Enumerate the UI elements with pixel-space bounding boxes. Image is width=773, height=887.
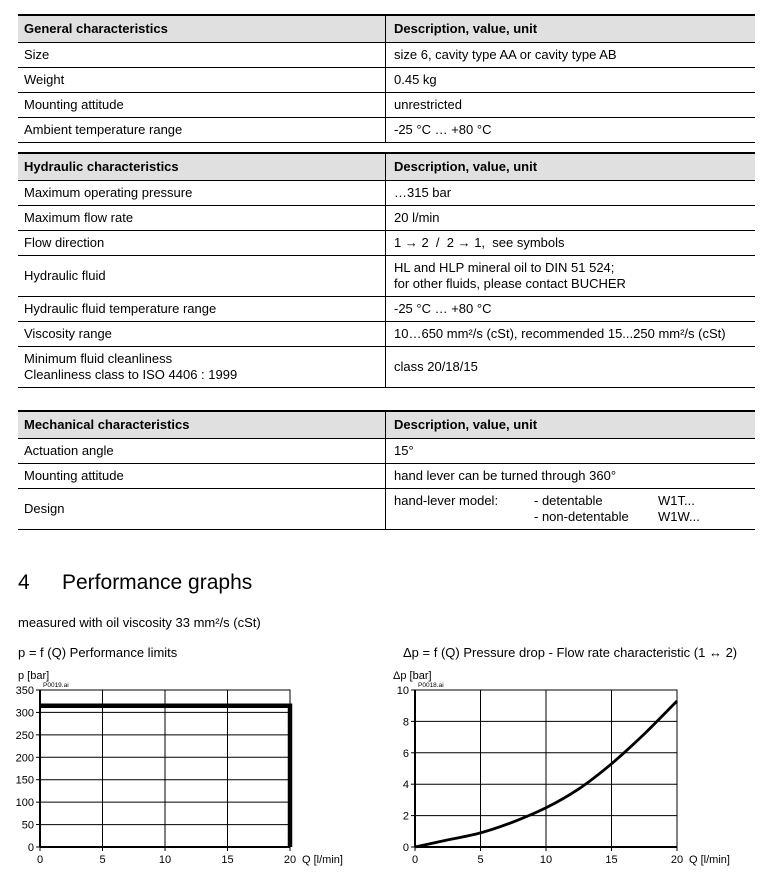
text-line: Viscosity range <box>24 326 112 341</box>
row-value <box>385 256 755 296</box>
performance-limits-chart-title: p = f (Q) Performance limits <box>18 645 178 660</box>
y-tick-label: 100 <box>15 797 34 810</box>
x-tick-label: 5 <box>99 854 106 866</box>
row-value <box>385 297 755 321</box>
table-row <box>18 231 755 256</box>
row-label <box>18 93 385 117</box>
y-tick-label: 150 <box>15 774 34 787</box>
plot-file-label: P0019.ai <box>43 682 69 689</box>
pressure-drop-chart-title: Δp = f (Q) Pressure drop - Flow rate characteristic (1 ↔ 2) <box>403 645 738 660</box>
y-tick-label: 10 <box>396 685 409 697</box>
x-tick-label: 5 <box>477 854 484 866</box>
table-header-row <box>18 412 755 439</box>
text-line: HL and HLP mineral oil to DIN 51 524; <box>394 260 615 275</box>
table-header-row <box>18 16 755 43</box>
table-row <box>18 322 755 347</box>
section-number: 4 <box>18 571 30 594</box>
y-tick-label: 4 <box>402 779 409 792</box>
text-line: Mounting attitude <box>24 97 124 112</box>
table-header-row <box>18 154 755 181</box>
mechanical-characteristics-table <box>18 410 755 530</box>
text-line: Mechanical characteristics <box>24 417 190 432</box>
value-grid-row <box>394 493 755 509</box>
text-line: Ambient temperature range <box>24 122 183 137</box>
text-line: hand lever can be turned through 360° <box>394 468 617 483</box>
value-grid-cell: W1T... <box>658 493 695 508</box>
plot-file-label: P0018.ai <box>418 682 444 689</box>
text-line: General characteristics <box>24 21 168 36</box>
x-axis-label: Q [l/min] <box>302 854 343 866</box>
text-line: Actuation angle <box>24 443 114 458</box>
table-row <box>18 489 755 530</box>
x-tick-label: 15 <box>221 854 234 866</box>
table-header-value <box>385 154 755 180</box>
row-label <box>18 347 385 387</box>
performance-limits-chart <box>10 663 350 878</box>
table-header-label <box>18 154 385 180</box>
row-value <box>385 43 755 67</box>
text-line: size 6, cavity type AA or cavity type AB <box>394 47 617 62</box>
x-tick-label: 0 <box>36 854 44 866</box>
text-line: Weight <box>24 72 65 87</box>
text-line: 20 l/min <box>394 210 440 225</box>
pressure-drop-chart <box>390 663 773 878</box>
table-header-value <box>385 16 755 42</box>
y-axis-label: Δp [bar] <box>393 670 432 682</box>
row-label <box>18 118 385 142</box>
x-tick-label: 20 <box>670 854 684 866</box>
table-header-value <box>385 412 755 438</box>
text-line: Minimum fluid cleanliness <box>24 351 173 366</box>
text-line: Description, value, unit <box>394 159 538 174</box>
y-tick-label: 350 <box>15 685 34 697</box>
text-line: -25 °C … +80 °C <box>394 122 492 137</box>
row-value <box>385 93 755 117</box>
value-grid-cell: hand-lever model: <box>394 493 499 508</box>
text-line: -25 °C … +80 °C <box>394 301 492 316</box>
x-tick-label: 10 <box>158 854 172 866</box>
table-row <box>18 93 755 118</box>
text-line: …315 bar <box>394 185 452 200</box>
row-label <box>18 297 385 321</box>
general-characteristics-table <box>18 14 755 143</box>
row-label <box>18 43 385 67</box>
text-line: 0.45 kg <box>394 72 437 87</box>
text-line: class 20/18/15 <box>394 359 478 374</box>
text-line: Mounting attitude <box>24 468 124 483</box>
y-tick-label: 8 <box>402 716 409 729</box>
section-title: Performance graphs <box>62 571 253 594</box>
text-line: Size <box>24 47 50 62</box>
row-label <box>18 322 385 346</box>
text-line: Design <box>24 501 65 516</box>
text-line: Hydraulic characteristics <box>24 159 179 174</box>
value-grid-row <box>394 509 755 525</box>
table-row <box>18 43 755 68</box>
x-tick-label: 10 <box>539 854 553 866</box>
y-tick-label: 300 <box>15 707 34 720</box>
row-label <box>18 68 385 92</box>
row-value <box>385 206 755 230</box>
table-row <box>18 256 755 297</box>
text-line: Hydraulic fluid <box>24 268 106 283</box>
text-line: 1 → 2 / 2 → 1, see symbols <box>394 235 565 250</box>
table-row <box>18 68 755 93</box>
x-tick-label: 20 <box>283 854 297 866</box>
hydraulic-characteristics-table <box>18 152 755 388</box>
text-line: 10…650 mm²/s (cSt), recommended 15...250 mm²/s (cSt) <box>394 326 726 341</box>
row-label <box>18 439 385 463</box>
text-line: Maximum operating pressure <box>24 185 193 200</box>
y-tick-label: 50 <box>21 819 34 832</box>
value-grid-cell <box>394 509 534 525</box>
value-grid-cell: - detentable <box>534 493 603 508</box>
table-row <box>18 464 755 489</box>
row-value <box>385 231 755 255</box>
text-line: Description, value, unit <box>394 21 538 36</box>
row-label <box>18 464 385 488</box>
row-label <box>18 206 385 230</box>
table-row <box>18 118 755 143</box>
row-value <box>385 118 755 142</box>
text-line: for other fluids, please contact BUCHER <box>394 276 626 291</box>
table-header-label <box>18 412 385 438</box>
text-line: Maximum flow rate <box>24 210 134 225</box>
table-row <box>18 181 755 206</box>
table-row <box>18 347 755 388</box>
section-heading <box>18 571 252 595</box>
row-value <box>385 347 755 387</box>
x-tick-label: 0 <box>411 854 419 866</box>
row-value <box>385 322 755 346</box>
y-tick-label: 250 <box>15 729 34 742</box>
table-row <box>18 297 755 322</box>
text-line: Flow direction <box>24 235 105 250</box>
x-tick-label: 15 <box>605 854 618 866</box>
row-value <box>385 439 755 463</box>
x-axis-label: Q [l/min] <box>689 854 730 866</box>
viscosity-note: measured with oil viscosity 33 mm²/s (cSt) <box>18 615 261 630</box>
row-value <box>385 489 755 529</box>
text-line: Description, value, unit <box>394 417 538 432</box>
row-value <box>385 68 755 92</box>
y-axis-label: p [bar] <box>18 670 50 682</box>
text-line: Hydraulic fluid temperature range <box>24 301 217 316</box>
y-tick-label: 200 <box>15 752 34 765</box>
table-row <box>18 439 755 464</box>
text-line: unrestricted <box>394 97 462 112</box>
row-label <box>18 181 385 205</box>
value-grid-cell: - non-detentable <box>534 509 629 524</box>
table-row <box>18 206 755 231</box>
y-tick-label: 0 <box>27 842 34 854</box>
value-grid-cell: W1W... <box>658 509 700 524</box>
y-tick-label: 6 <box>402 747 409 760</box>
row-value <box>385 181 755 205</box>
row-label <box>18 231 385 255</box>
row-label <box>18 256 385 296</box>
row-value <box>385 464 755 488</box>
y-tick-label: 0 <box>402 842 409 854</box>
table-header-label <box>18 16 385 42</box>
row-label <box>18 489 385 529</box>
text-line: 15° <box>394 443 414 458</box>
y-tick-label: 2 <box>402 810 409 823</box>
text-line: Cleanliness class to ISO 4406 : 1999 <box>24 367 238 382</box>
